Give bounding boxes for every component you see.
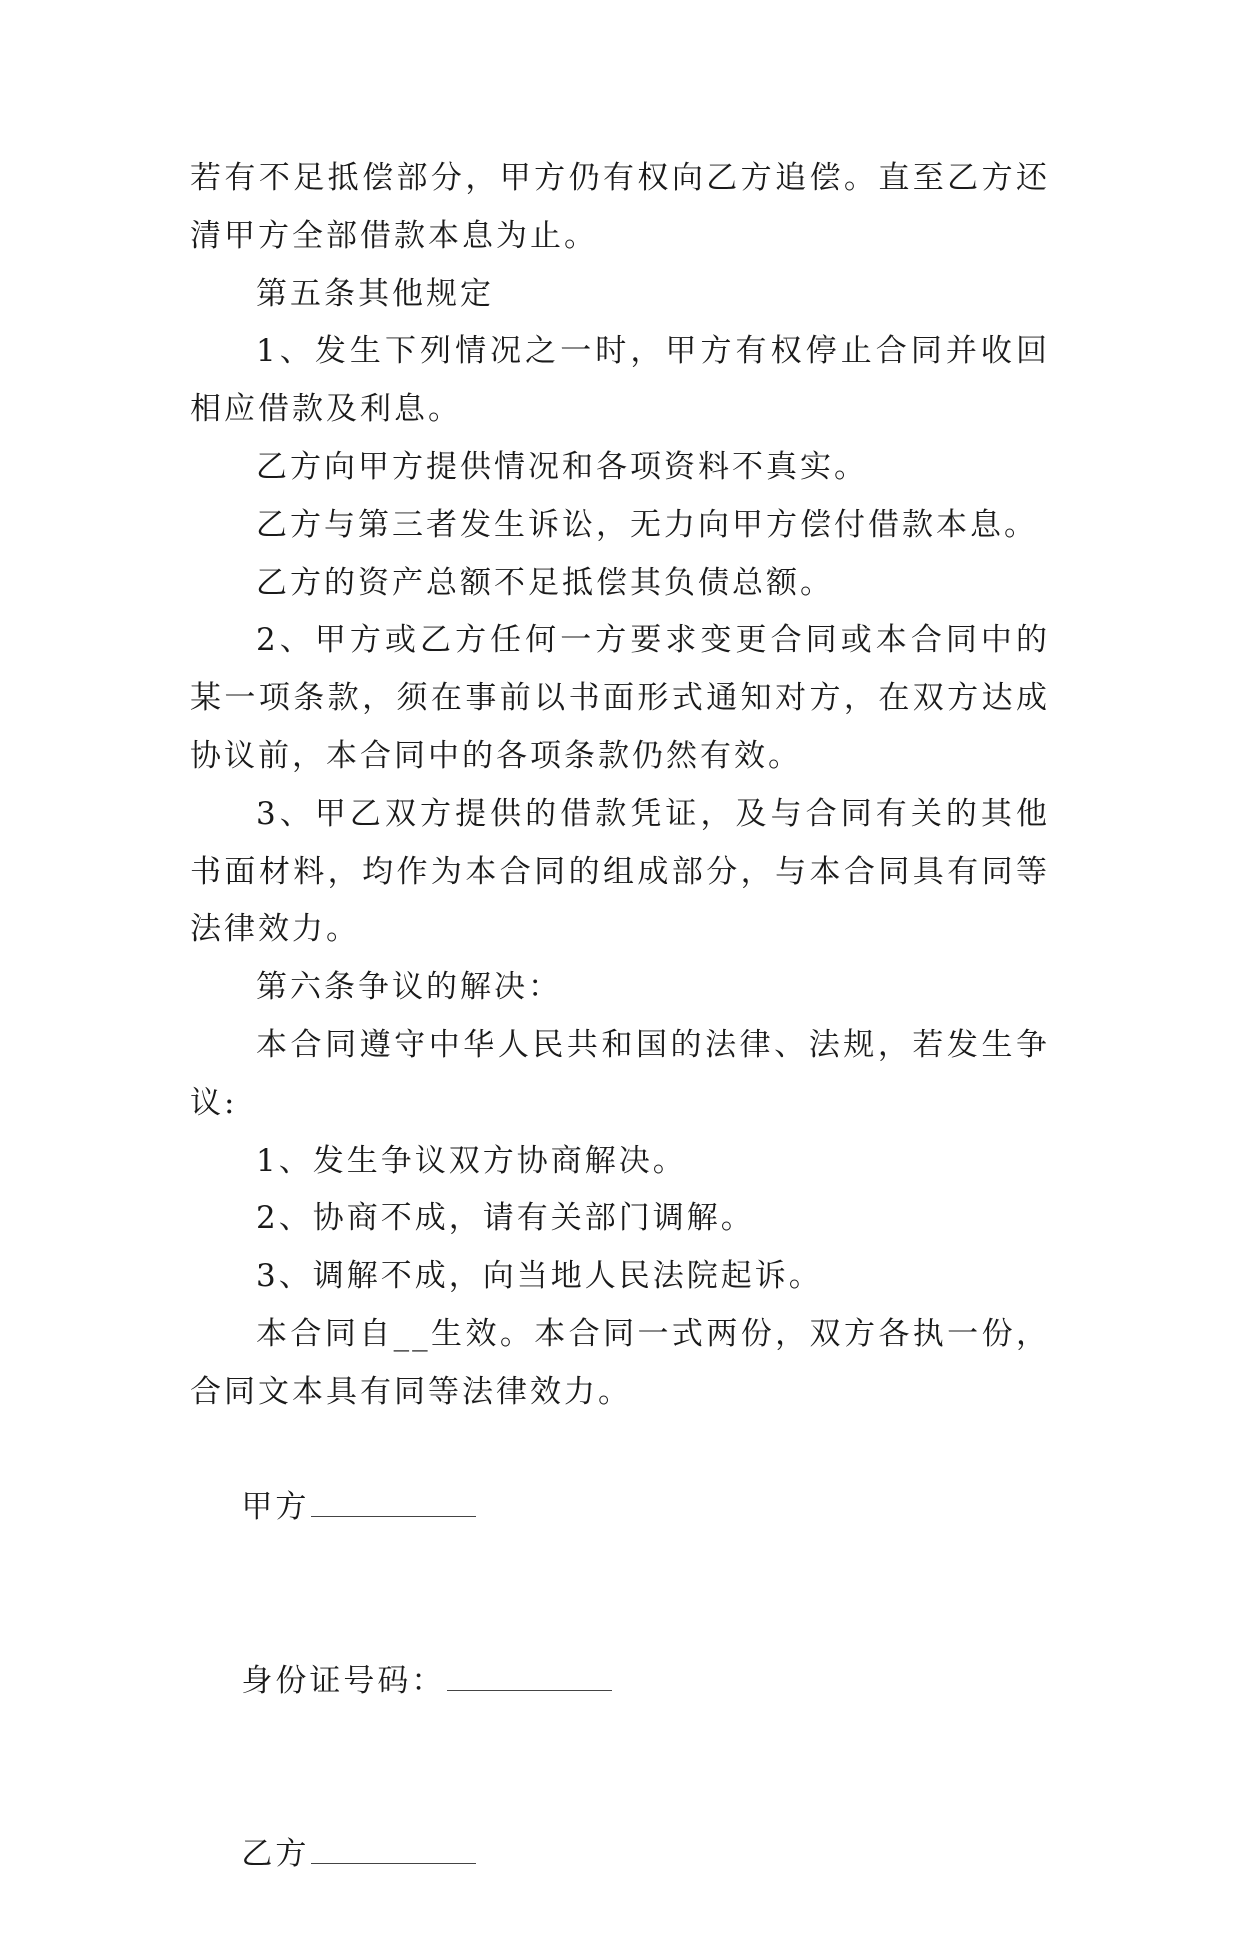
paragraph-continuation: 若有不足抵偿部分，甲方仍有权向乙方追偿。直至乙方还清甲方全部借款本息为止。 <box>190 160 1050 254</box>
effectiveness-clause: 本合同自__生效。本合同一式两份，双方各执一份，合同文本具有同等法律效力。 <box>190 1315 1050 1410</box>
dispute-intro: 本合同遵守中华人民共和国的法律、法规，若发生争议: <box>190 1026 1050 1121</box>
id-number-signature <box>190 1595 1050 1768</box>
party-b-signature <box>190 1768 1050 1941</box>
id-number-blank <box>447 1664 612 1691</box>
article-6-heading: 第六条争议的解决： <box>256 969 562 1006</box>
party-b-blank <box>311 1837 476 1864</box>
dispute-step-1: 1、发生争议双方协商解决。 <box>256 1142 687 1179</box>
party-a-blank <box>311 1490 476 1517</box>
condition-item-2: 乙方与第三者发生诉讼，无力向甲方偿付借款本息。 <box>256 506 1038 543</box>
document-page <box>190 150 1050 1942</box>
clause-5-2: 2、甲方或乙方任何一方要求变更合同或本合同中的某一项条款，须在事前以书面形式通知对方，在双方达成协议前，本合同中的各项条款仍然有效。 <box>190 622 1050 774</box>
party-a-signature <box>190 1422 1050 1595</box>
condition-item-3: 乙方的资产总额不足抵偿其负债总额。 <box>256 564 834 601</box>
party-a-label: 甲方 <box>241 1489 310 1526</box>
article-5-heading: 第五条其他规定 <box>256 275 494 312</box>
condition-item-1: 乙方向甲方提供情况和各项资料不真实。 <box>256 448 868 485</box>
id-number-label: 身份证号码： <box>241 1662 446 1699</box>
clause-5-1: 1、发生下列情况之一时，甲方有权停止合同并收回相应借款及利息。 <box>190 333 1050 428</box>
dispute-step-2: 2、协商不成，请有关部门调解。 <box>256 1200 755 1237</box>
party-b-label: 乙方 <box>241 1836 310 1873</box>
dispute-step-3: 3、调解不成，向当地人民法院起诉。 <box>256 1258 823 1295</box>
clause-5-3: 3、甲乙双方提供的借款凭证，及与合同有关的其他书面材料，均作为本合同的组成部分，与本合同具有同等法律效力。 <box>190 795 1050 948</box>
